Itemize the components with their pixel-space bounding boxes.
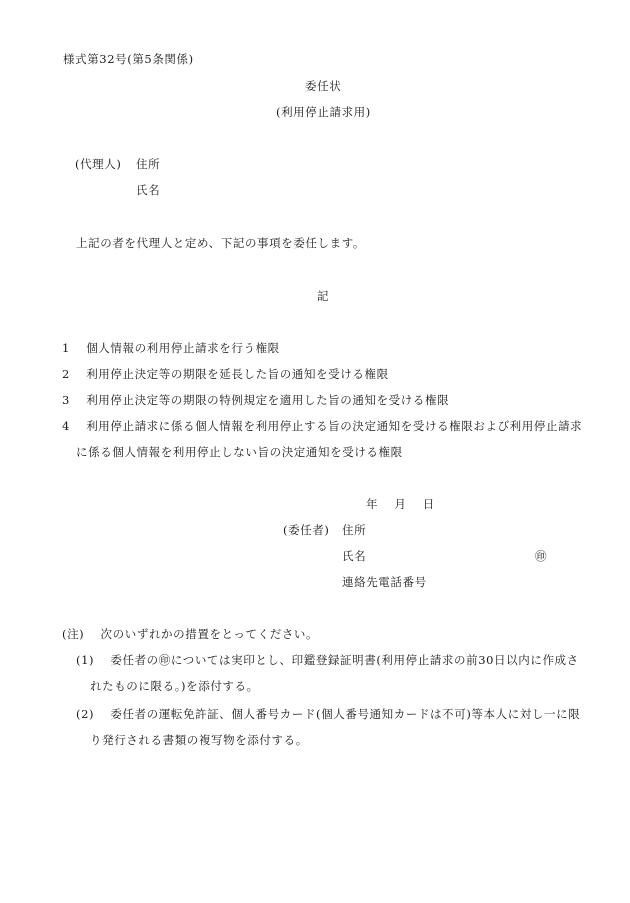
notes-intro: 次のいずれかの措置をとってください。 — [100, 627, 319, 641]
seal-icon: ㊞ — [535, 549, 548, 563]
document-subtitle: (利用停止請求用) — [276, 105, 371, 119]
delegator-phone-label: 連絡先電話番号 — [342, 575, 427, 589]
note-item — [76, 653, 579, 667]
item-number: 1 — [62, 341, 70, 355]
date-line — [366, 497, 435, 511]
document-title: 委任状 — [305, 79, 342, 93]
notes-label: (注) — [62, 627, 85, 641]
note-number: (1) — [76, 653, 95, 667]
note-text-continued: り発行される書類の複写物を添付する。 — [90, 733, 308, 747]
month-label: 月 — [394, 497, 407, 511]
item-number: 3 — [62, 393, 70, 407]
agent-address-label: 住所 — [136, 157, 161, 171]
delegator-address-label: 住所 — [342, 523, 367, 537]
delegator-label: (委任者) — [283, 523, 330, 537]
agent-name-label: 氏名 — [136, 183, 161, 197]
note-text: 委任者の運転免許証、個人番号カード(個人番号通知カードは不可)等本人に対し一に限 — [110, 707, 581, 721]
ki-heading: 記 — [317, 289, 330, 303]
list-item — [62, 341, 280, 355]
item-number: 4 — [62, 419, 70, 433]
note-item — [76, 707, 580, 721]
item-text-continued: に係る個人情報を利用停止しない旨の決定通知を受ける権限 — [76, 445, 403, 459]
agent-label: (代理人) — [75, 157, 122, 171]
item-number: 2 — [62, 367, 70, 381]
list-item — [62, 419, 582, 433]
item-text: 利用停止決定等の期限を延長した旨の通知を受ける権限 — [86, 367, 389, 381]
list-item — [62, 367, 389, 381]
notes-header — [62, 627, 318, 641]
year-label: 年 — [366, 497, 379, 511]
note-text-continued: れたものに限る。)を添付する。 — [90, 679, 259, 693]
day-label: 日 — [422, 497, 435, 511]
delegation-statement: 上記の者を代理人と定め、下記の事項を委任します。 — [76, 236, 366, 250]
item-text: 利用停止決定等の期限の特例規定を適用した旨の通知を受ける権限 — [86, 393, 450, 407]
item-text: 利用停止請求に係る個人情報を利用停止する旨の決定通知を受ける権限および利用停止請求 — [86, 419, 583, 433]
note-number: (2) — [76, 707, 95, 721]
delegator-name-label: 氏名 — [342, 549, 367, 563]
form-number: 様式第32号(第5条関係) — [63, 52, 194, 66]
list-item — [62, 393, 449, 407]
note-text: 委任者の㊞については実印とし、印鑑登録証明書(利用停止請求の前30日以内に作成さ — [110, 653, 579, 667]
item-text: 個人情報の利用停止請求を行う権限 — [86, 341, 280, 355]
